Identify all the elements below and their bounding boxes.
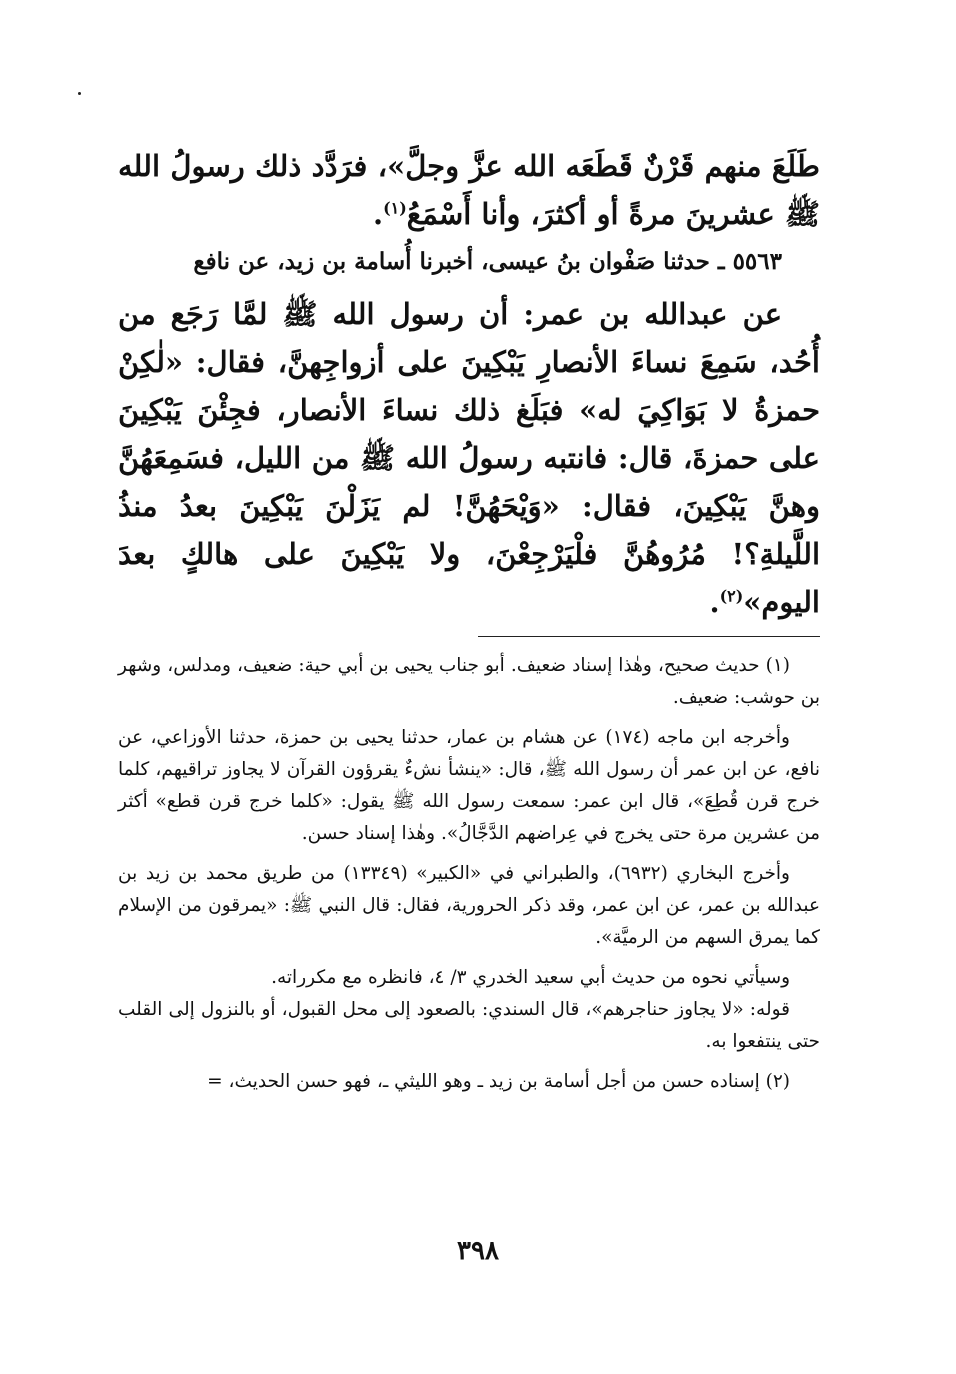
footnote-2: (٢) إسناده حسن من أجل أسامة بن زيد ـ وهو الليثي ـ، فهو حسن الحديث، =	[207, 1071, 790, 1092]
main-text	[118, 142, 820, 626]
footnote-1: (١) حديث صحيح، وهٰذا إسناد ضعيف. أبو جناب يحيى بن أبي حية: ضعيف، ومدلس، وشهر بن حوشب: ضعيف.	[118, 655, 820, 708]
hadith-body: عن عبدالله بن عمر: أن رسول الله ﷺ لمَّا رَجَع من أُحُد، سَمِعَ نساءَ الأنصارِ يَبْكِينَ على أزواجِهنَّ، فقال: «لٰكِنْ حمزةُ لا بَوَاكِيَ له» فبَلَغ ذلك نساءَ الأنصار، فجِئْنَ يَبْكِينَ على حمزةَ، قال: فانتبه رسولُ الله ﷺ من الليل، فسَمِعَهُنَّ وهنَّ يَبْكِينَ، فقال: «وَيْحَهُنَّ! لم يَزَلْنَ يَبْكِينَ بعدُ منذُ اللَّيلةِ؟! مُرُوهُنَّ فلْيَرْجِعْنَ، ولا يَبْكِينَ على هالكٍ بعدَ اليوم»$^{(٢)}$.	[118, 297, 820, 619]
footnotes	[118, 650, 820, 1098]
main-paragraph-1: طَلَعَ منهم قَرْنٌ قَطَعَه الله عزَّ وجلَّ»، فرَدَّد ذلك رسولُ الله ﷺ عشرينَ مرةً أو أكثرَ، وأنا أَسْمَعُ$^{(١)}$.	[118, 149, 820, 231]
footnote-1-cross-ref: وسيأتي نحوه من حديث أبي سعيد الخدري ٣/ ٤، فانظره مع مكرراته.	[271, 967, 790, 988]
footnote-1-ibn-majah: وأخرجه ابن ماجه (١٧٤) عن هشام بن عمار، حدثنا يحيى بن حمزة، حدثنا الأوزاعي، عن نافع، عن ابن عمر أن رسول الله ﷺ، قال: «ينشأ نشءٌ يقرؤون القرآن لا يجاوز تراقيهم، كلما خرج قرن قُطِعَ»، قال ابن عمر: سمعت رسول الله ﷺ يقول: «كلما خرج قرن قطع» أكثر من عشرين مرة حتى يخرج في عِراضهم الدَّجَّالُ». وهٰذا إسناد حسن.	[118, 727, 820, 844]
footnote-ref-1: (١)	[383, 198, 407, 218]
scan-speck	[78, 92, 81, 95]
footnote-ref-2: (٢)	[719, 586, 744, 606]
footnote-1-bukhari: وأخرج البخاري (٦٩٣٢)، والطبراني في «الكبير» (١٣٣٤٩) من طريق محمد بن زيد بن عبدالله بن عمر، عن ابن عمر، وقد ذكر الحرورية، فقال: قال النبي ﷺ: «يمرقون من الإسلام كما يمرق السهم من الرميَّة».	[118, 863, 820, 948]
hadith-header: ٥٥٦٣ ـ حدثنا صَفْوان بنُ عيسى، أخبرنا أُسامة بن زيد، عن نافع	[193, 248, 782, 275]
page-number: ٣٩٨	[457, 1236, 499, 1266]
footnote-divider	[478, 636, 820, 637]
footnote-1-sindi: قوله: «لا يجاوز حناجرهم»، قال السندي: بالصعود إلى محل القبول، أو بالنزول إلى القلب حتى ينتفعوا به.	[118, 999, 820, 1052]
